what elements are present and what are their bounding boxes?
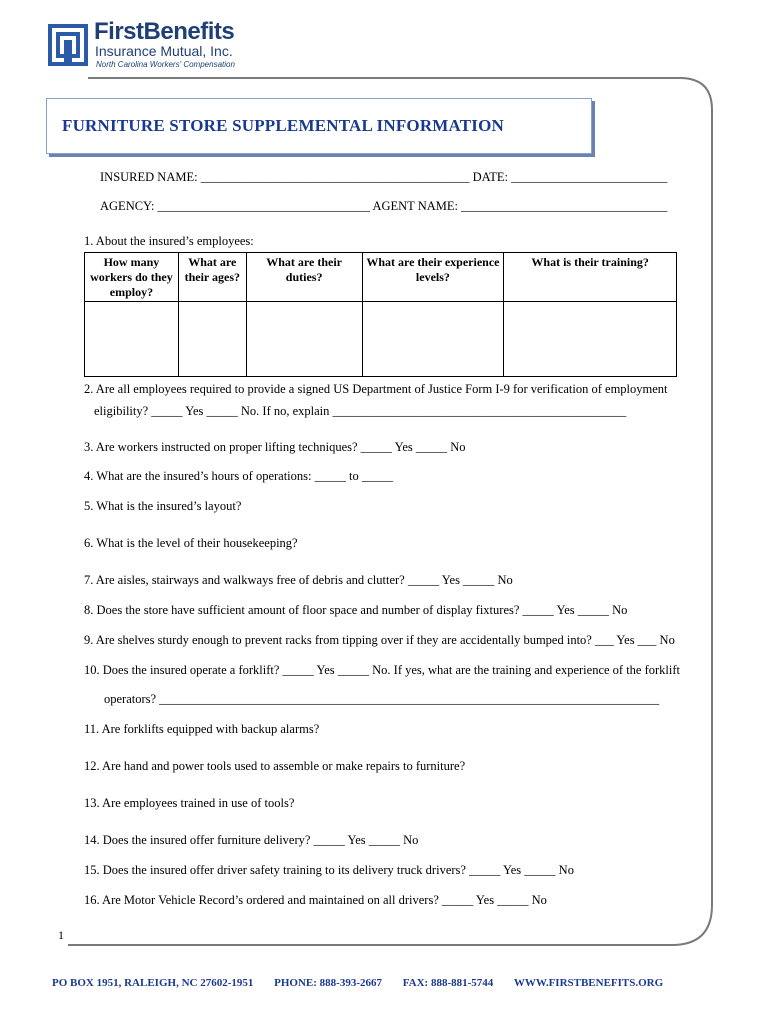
company-logo-mark [48, 24, 88, 66]
question-6: 6. What is the level of their housekeeping? [84, 536, 298, 550]
table-cell[interactable] [246, 302, 362, 377]
question-5: 5. What is the insured’s layout? [84, 499, 242, 513]
logo-benefits: Benefits [143, 18, 235, 45]
table-cell[interactable] [85, 302, 179, 377]
question-14[interactable]: 14. Does the insured offer furniture delivery? _____ Yes _____ No [84, 833, 419, 847]
footer-fax: FAX: 888-881-5744 [402, 977, 494, 989]
question-16[interactable]: 16. Are Motor Vehicle Record’s ordered and maintained on all drivers? _____ Yes _____ No [84, 893, 547, 907]
question-7[interactable]: 7. Are aisles, stairways and walkways free of debris and clutter? _____ Yes _____ No [84, 573, 513, 587]
logo-wordmark [94, 18, 234, 46]
question-4[interactable]: 4. What are the insured’s hours of operations: _____ to _____ [84, 469, 394, 483]
logo-insurance-line: Insurance Mutual, Inc. [95, 43, 233, 59]
question-9[interactable]: 9. Are shelves sturdy enough to prevent racks from tipping over if they are accidentally bumped into? ___ Yes ___ No [84, 633, 675, 647]
table-row [85, 302, 677, 377]
logo-tagline: North Carolina Workers' Compensation [96, 60, 235, 69]
table-header: What are their ages? [178, 253, 246, 302]
question-13: 13. Are employees trained in use of tools? [84, 796, 295, 810]
question-2-answer[interactable]: eligibility? _____ Yes _____ No. If no, explain _______________________________________________ [94, 404, 627, 418]
table-cell[interactable] [362, 302, 504, 377]
employees-table [84, 252, 677, 377]
question-12: 12. Are hand and power tools used to assemble or make repairs to furniture? [84, 759, 466, 773]
agency-field[interactable]: AGENCY: __________________________________ AGENT NAME: _________________________________ [100, 199, 668, 213]
table-cell[interactable] [504, 302, 677, 377]
question-2: 2. Are all employees required to provide a signed US Department of Justice Form I-9 for verification of employment [84, 382, 668, 396]
question-1: 1. About the insured’s employees: [84, 234, 254, 248]
footer-phone: PHONE: 888-393-2667 [274, 977, 382, 989]
page-title: FURNITURE STORE SUPPLEMENTAL INFORMATION [62, 116, 505, 135]
table-header: What is their training? [504, 253, 677, 302]
question-15[interactable]: 15. Does the insured offer driver safety training to its delivery truck drivers? _____ Yes _____ No [84, 863, 574, 877]
question-3[interactable]: 3. Are workers instructed on proper lifting techniques? _____ Yes _____ No [84, 440, 466, 454]
table-header: What are their duties? [246, 253, 362, 302]
insured-name-field[interactable]: INSURED NAME: ___________________________________________ DATE: _________________________ [100, 170, 668, 184]
table-cell[interactable] [178, 302, 246, 377]
question-10[interactable]: 10. Does the insured operate a forklift? _____ Yes _____ No. If yes, what are the training and experience of the forklift [84, 663, 681, 677]
footer-address: PO BOX 1951, RALEIGH, NC 27602-1951 [52, 977, 254, 989]
table-header-row [85, 253, 677, 302]
footer [52, 977, 681, 989]
question-11: 11. Are forklifts equipped with backup alarms? [84, 722, 320, 736]
footer-website[interactable]: WWW.FIRSTBENEFITS.ORG [513, 977, 664, 989]
logo-first: First [94, 18, 144, 45]
table-header: What are their experience levels? [362, 253, 504, 302]
table-header: How many workers do they employ? [85, 253, 179, 302]
question-10-answer[interactable]: operators? ________________________________________________________________________________ [104, 692, 660, 706]
question-8[interactable]: 8. Does the store have sufficient amount of floor space and number of display fixtures? _____ Yes _____ No [84, 603, 628, 617]
page-number: 1 [58, 928, 64, 942]
